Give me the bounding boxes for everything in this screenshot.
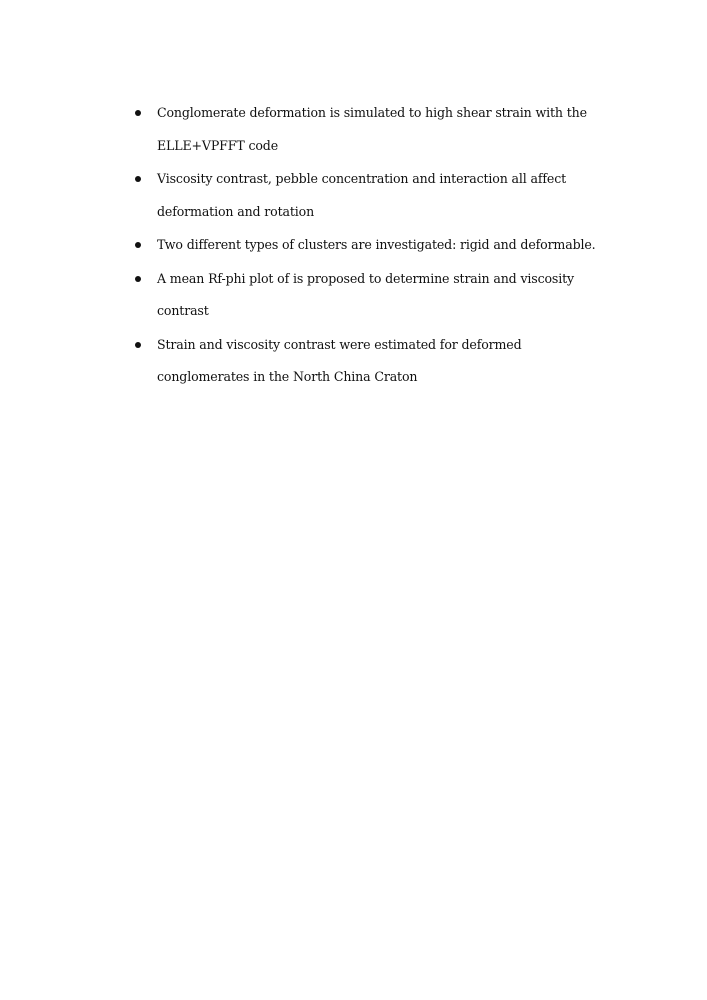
bullet-icon [135,110,141,116]
bullet-icon [135,276,141,282]
bullet-icon [135,176,141,182]
list-item [135,163,605,228]
highlights-list [135,97,605,395]
list-item-text: A mean Rf-phi plot of is proposed to determine strain and viscosity contrast [157,270,575,318]
list-item [135,229,605,262]
list-item [135,97,605,162]
bullet-icon [135,242,141,248]
list-item-text: Strain and viscosity contrast were estimated for deformed conglomerates in the North China Craton [157,336,522,384]
list-item [135,329,605,394]
list-item-text: Two different types of clusters are investigated: rigid and deformable. [157,237,596,252]
list-item [135,263,605,328]
list-item-text: Conglomerate deformation is simulated to high shear strain with the ELLE+VPFFT code [157,105,587,153]
list-item-text: Viscosity contrast, pebble concentration and interaction all affect deformation and rotation [157,171,567,219]
bullet-icon [135,342,141,348]
